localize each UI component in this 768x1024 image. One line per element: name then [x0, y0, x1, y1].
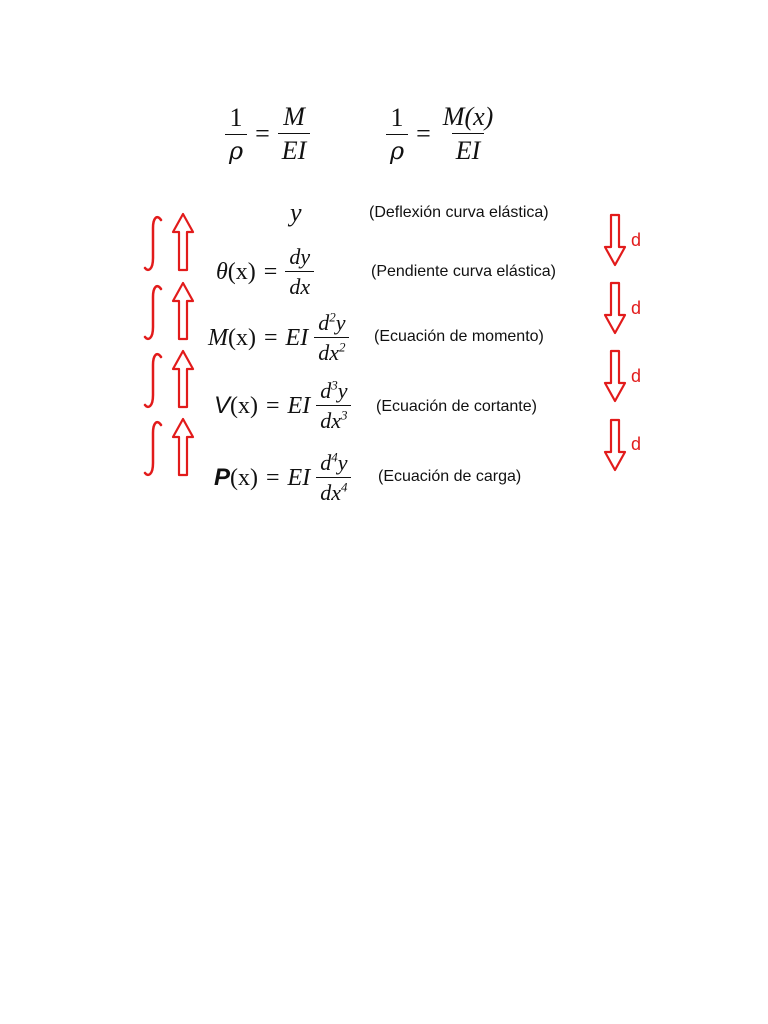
equals-sign: = [266, 464, 280, 491]
derivative-label: d [631, 366, 642, 386]
dx: dx [318, 340, 339, 365]
equals-sign: = [255, 119, 270, 148]
equals-sign: = [263, 324, 278, 351]
dx: dx [320, 408, 341, 433]
equals-sign: = [266, 392, 280, 419]
denominator: EI [452, 133, 485, 164]
equation-shear [214, 377, 351, 433]
function-arg: (x) [228, 324, 256, 351]
denominator [316, 477, 351, 504]
down-arrow-icon [603, 418, 627, 472]
numerator [316, 377, 351, 405]
denominator [314, 337, 349, 364]
derivative-label: d [631, 434, 642, 454]
numerator [316, 449, 351, 477]
deflection-symbol: y [290, 198, 302, 227]
integral-icon [143, 283, 165, 343]
up-arrow-icon [171, 281, 195, 341]
equation-moment [208, 309, 349, 365]
y: y [335, 310, 346, 335]
equation-deflection [290, 198, 302, 228]
down-arrow-icon [603, 213, 627, 267]
denominator [316, 405, 351, 432]
desc-load: (Ecuación de carga) [378, 468, 522, 485]
flexural-rigidity: EI [287, 392, 311, 419]
fraction-d3y-dx3 [316, 377, 351, 433]
numerator: M(x) [442, 102, 494, 131]
fraction-m-over-ei [278, 104, 311, 164]
desc-moment: (Ecuación de momento) [374, 328, 544, 345]
function-arg: (x) [230, 392, 258, 419]
integral-icon [143, 214, 165, 274]
function-name: V [214, 392, 231, 419]
exponent: 4 [340, 479, 348, 495]
equation-load [214, 449, 351, 505]
function-name: P [214, 464, 231, 491]
dx: dx [320, 480, 341, 505]
numerator: 1 [229, 103, 243, 132]
equals-sign: = [416, 119, 431, 148]
flexural-rigidity: EI [287, 464, 311, 491]
denominator: ρ [386, 134, 408, 163]
down-arrow-icon [603, 349, 627, 403]
integral-icon [143, 419, 165, 479]
exponent: 2 [329, 309, 336, 325]
derivative-label: d [631, 298, 642, 318]
function-arg: (x) [227, 258, 256, 285]
fraction-d4y-dx4 [316, 449, 351, 505]
y: y [337, 450, 348, 475]
desc-slope: (Pendiente curva elástica) [371, 263, 556, 280]
flexural-rigidity: EI [285, 324, 309, 351]
up-arrow-icon [171, 212, 195, 272]
formula-curvature-left [225, 104, 310, 164]
desc-deflection: (Deflexión curva elástica) [369, 204, 549, 221]
exponent: 4 [331, 449, 338, 465]
fraction-dy-dx [285, 246, 314, 298]
derivative-label: d [631, 230, 642, 250]
exponent: 3 [340, 407, 348, 423]
up-arrow-icon [171, 349, 195, 409]
d: d [318, 310, 330, 335]
denominator: dx [285, 271, 314, 298]
up-arrow-icon [171, 417, 195, 477]
d: d [320, 450, 332, 475]
function-arg: (x) [230, 464, 258, 491]
equation-slope [216, 246, 314, 298]
numerator: dy [289, 244, 311, 269]
fraction-one-over-rho [386, 105, 408, 163]
function-name: θ [216, 258, 228, 285]
denominator: EI [278, 133, 311, 164]
exponent: 3 [331, 377, 338, 393]
integral-icon [143, 351, 165, 411]
d: d [320, 378, 332, 403]
down-arrow-icon [603, 281, 627, 335]
numerator: M [283, 102, 305, 131]
denominator: ρ [225, 134, 247, 163]
function-name: M [208, 324, 228, 351]
fraction-mx-over-ei [439, 104, 498, 164]
numerator: 1 [390, 103, 404, 132]
desc-shear: (Ecuación de cortante) [376, 398, 537, 415]
y: y [337, 378, 348, 403]
equals-sign: = [263, 258, 278, 285]
exponent: 2 [338, 339, 346, 355]
fraction-d2y-dx2 [314, 309, 349, 365]
fraction-one-over-rho [225, 105, 247, 163]
numerator [314, 309, 349, 337]
formula-curvature-right [386, 104, 497, 164]
